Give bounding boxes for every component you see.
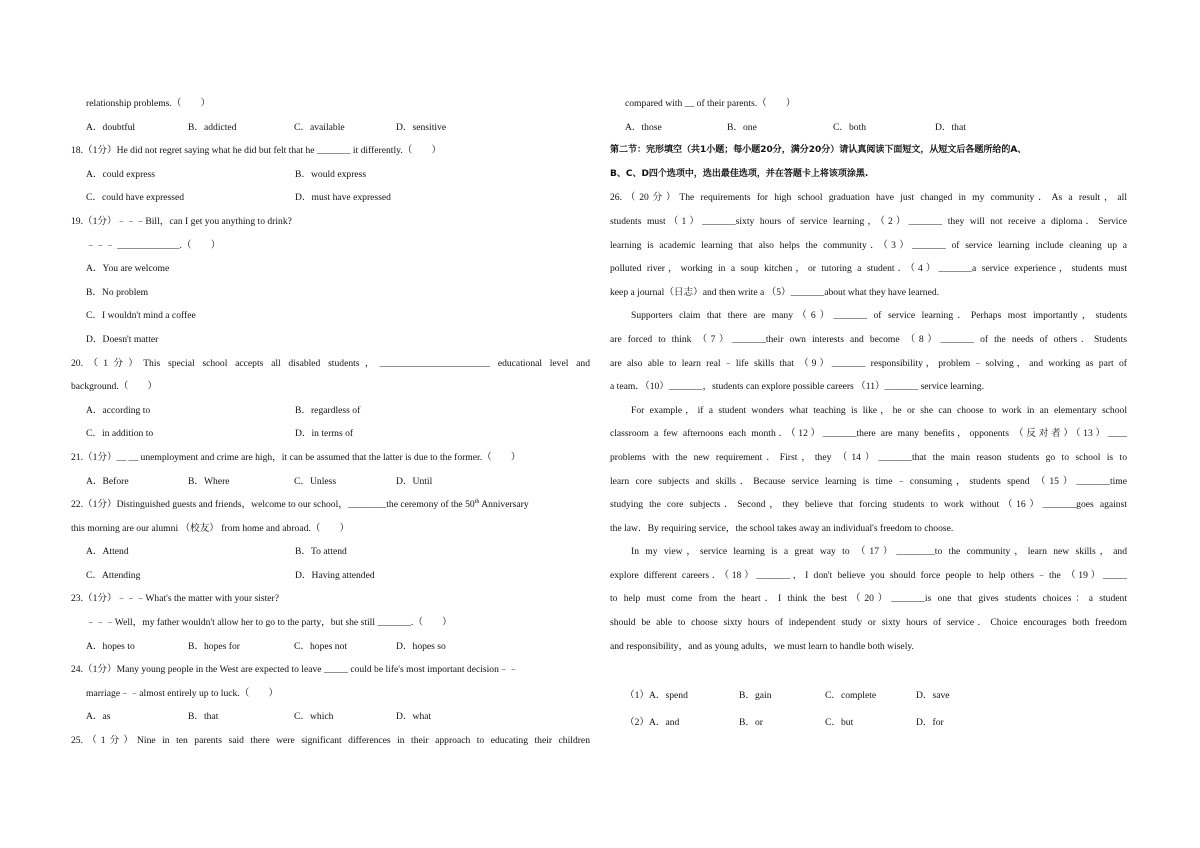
passage-line: studying the core subjects．Second，they believe that forcing students to work without（16）_______goes against xyxy=(610,499,1127,511)
option-c[interactable]: C．hopes not xyxy=(294,640,348,652)
question-22-stem-cont: this morning are our alumni （校友） from home and abroad.（ ） xyxy=(71,522,350,534)
option-c[interactable]: C．Attending xyxy=(86,569,141,581)
question-25-stem: 25.（1分）Nine in ten parents said there were significant differences in their approach to educating their children xyxy=(71,735,590,747)
question-22-options-row2 xyxy=(71,564,590,588)
option-b[interactable]: B．addicted xyxy=(188,121,237,133)
question-20-options-row2 xyxy=(71,422,590,446)
option-c[interactable]: C．complete xyxy=(825,690,877,702)
option-d[interactable]: D．must have expressed xyxy=(295,192,391,204)
option-b[interactable]: B．hopes for xyxy=(188,640,240,652)
question-22-stem-b: Anniversary xyxy=(479,499,529,511)
option-c[interactable]: C．available xyxy=(294,121,345,133)
question-18-stem: 18.（1分）He did not regret saying what he did but felt that he _______ it differently.（ ） xyxy=(71,145,442,157)
option-a[interactable]: A．Before xyxy=(86,475,129,487)
cloze-choices-1 xyxy=(610,684,1127,708)
passage-line: classroom a few afternoons each month．（12）_______there are many benefits，opponents （反对者）（13）____ xyxy=(610,428,1127,440)
option-b[interactable]: B．No problem xyxy=(86,286,149,298)
option-b[interactable]: B．one xyxy=(727,121,757,133)
question-23-stem: 23.（1分）﹣﹣﹣What's the matter with your sister? xyxy=(71,593,279,605)
option-c[interactable]: C．in addition to xyxy=(86,428,154,440)
passage-line: In my view，service learning is a great way to （17）________to the community，learn new skills，and xyxy=(631,546,1127,558)
option-c[interactable]: C．which xyxy=(294,711,334,723)
option-d[interactable]: D．that xyxy=(935,121,966,133)
option-b[interactable]: B．To attend xyxy=(295,546,347,558)
section-heading-cont: B、C、D四个选项中，选出最佳选项，并在答题卡上将该项涂黑. xyxy=(610,168,869,179)
option-a[interactable]: （1）A．spend xyxy=(625,690,688,702)
question-20-options-row1 xyxy=(71,399,590,423)
passage-line: learning is academic learning that also helps the community．（3）_______ of service learning include cleaning up a xyxy=(610,239,1127,251)
passage-line: students must（1）_______sixty hours of service learning，（2）_______ they will not receive a diploma．Service xyxy=(610,215,1127,227)
question-17-options xyxy=(71,116,590,140)
question-22-stem xyxy=(71,493,590,517)
ordinal-suffix: th xyxy=(474,498,480,505)
option-d[interactable]: D．Doesn't matter xyxy=(86,333,159,345)
passage-paragraph-2 xyxy=(610,304,1127,398)
passage-line: to help must come from the heart．I think the best（20）_______is one that gives students choices：a student xyxy=(610,593,1127,605)
question-17-tail: relationship problems.（ ） xyxy=(86,98,211,109)
left-column xyxy=(71,92,590,753)
option-c[interactable]: C．Unless xyxy=(294,475,337,487)
spacer xyxy=(610,658,1127,684)
option-d[interactable]: D．what xyxy=(396,711,432,723)
question-22-stem-a: 22.（1分）Distinguished guests and friends，welcome to our school，________the ceremony of the 50 xyxy=(71,499,475,511)
option-c[interactable]: C．could have expressed xyxy=(86,192,185,204)
option-d[interactable]: D．Until xyxy=(396,475,433,487)
question-18-options-row1 xyxy=(71,163,590,187)
option-d[interactable]: D．in terms of xyxy=(295,428,354,440)
question-24-stem: 24.（1分）Many young people in the West are expected to leave _____ could be life's most important decision﹣﹣ xyxy=(71,664,519,676)
option-a[interactable]: A．could express xyxy=(86,168,156,180)
question-19-dialogue: ﹣﹣﹣ _____________.（ ） xyxy=(86,239,221,251)
passage-line: 26.（20分）The requirements for high school graduation have just changed in my community．As a result，all xyxy=(610,192,1127,204)
option-c[interactable]: C．but xyxy=(825,716,854,728)
question-21-stem: 21.（1分）__ __ unemployment and crime are high，it can be assumed that the latter is due to the former.（ ） xyxy=(71,451,521,463)
passage-line: For example，if a student wonders what teaching is like，he or she can choose to work in an elementary school xyxy=(631,404,1127,416)
question-25-tail: compared with __ of their parents.（ ） xyxy=(625,98,796,109)
passage-line: explore different careers．（18）_______，I don't believe you should force people to help others﹣the （19）_____ xyxy=(610,569,1127,581)
option-b[interactable]: B．would express xyxy=(295,168,367,180)
passage-line: polluted river，working in a soup kitchen，or tutoring a student．（4）_______a service experience，students must xyxy=(610,263,1127,275)
option-a[interactable]: A．according to xyxy=(86,404,151,416)
question-25-options xyxy=(610,116,1127,140)
question-18-options-row2 xyxy=(71,186,590,210)
passage-paragraph-3 xyxy=(610,399,1127,541)
option-d[interactable]: D．sensitive xyxy=(396,121,447,133)
option-d[interactable]: D．Having attended xyxy=(295,569,375,581)
passage-line: Supporters claim that there are many（6）_______ of service learning．Perhaps most importantly，students xyxy=(631,310,1127,322)
option-d[interactable]: D．hopes so xyxy=(396,640,446,652)
option-b[interactable]: B．Where xyxy=(188,475,230,487)
option-d[interactable]: D．save xyxy=(916,690,950,702)
question-24-stem-cont: marriage﹣﹣almost entirely up to luck.（ ） xyxy=(86,687,279,699)
option-a[interactable]: A．hopes to xyxy=(86,640,135,652)
passage-line: and responsibility，and as young adults，we must learn to handle both wisely. xyxy=(610,640,914,652)
option-b[interactable]: B．gain xyxy=(739,690,772,702)
option-b[interactable]: B．regardless of xyxy=(295,404,361,416)
passage-paragraph-1 xyxy=(610,186,1127,304)
option-a[interactable]: A．Attend xyxy=(86,546,129,558)
question-24-options xyxy=(71,705,590,729)
passage-line: a team．（10）_______，students can explore possible careers （11）_______ service learning. xyxy=(610,381,984,393)
right-column xyxy=(610,92,1127,734)
option-a[interactable]: （2）A．and xyxy=(625,716,680,728)
passage-line: keep a journal（日志）and then write a （5）_______about what they have learned. xyxy=(610,286,940,298)
option-c[interactable]: C．I wouldn't mind a coffee xyxy=(86,310,196,322)
question-20-stem: 20.（1分）This special school accepts all disabled students，_______________________ educational level and xyxy=(71,357,590,369)
option-c[interactable]: C．both xyxy=(833,121,867,133)
option-a[interactable]: A．as xyxy=(86,711,111,723)
question-20-stem-cont: background.（ ） xyxy=(71,381,158,393)
question-21-options xyxy=(71,470,590,494)
passage-line: the law．By requiring service，the school takes away an individual's freedom to choose. xyxy=(610,522,954,534)
option-a[interactable]: A．You are welcome xyxy=(86,263,170,275)
cloze-choices-2 xyxy=(610,711,1127,735)
option-b[interactable]: B．or xyxy=(739,716,763,728)
question-22-options-row1 xyxy=(71,540,590,564)
passage-line: should be able to choose sixty hours of independent study or sixty hours of service．Choice encourages both freedom xyxy=(610,617,1127,629)
option-a[interactable]: A．those xyxy=(625,121,662,133)
question-19-stem: 19.（1分）﹣﹣﹣Bill，can I get you anything to drink? xyxy=(71,215,292,227)
option-a[interactable]: A．doubtful xyxy=(86,121,136,133)
question-23-options xyxy=(71,635,590,659)
question-23-dialogue: ﹣﹣﹣Well，my father wouldn't allow her to go to the party，but she still _______.（ ） xyxy=(86,617,452,629)
passage-line: learn core subjects and skills．Because service learning is time﹣consuming，students spend （15）_______time xyxy=(610,475,1127,487)
passage-line: are forced to think （7）_______their own interests and become （8）_______ of the needs of others．Students xyxy=(610,333,1127,345)
section-heading: 第二节：完形填空（共1小题；每小题20分，满分20分）请认真阅读下面短文，从短文后各题所给的A、 xyxy=(610,145,1027,156)
option-d[interactable]: D．for xyxy=(916,716,944,728)
passage-line: are also able to learn real﹣life skills that （9）_______ responsibility，problem﹣solving，and working as part of xyxy=(610,357,1127,369)
option-b[interactable]: B．that xyxy=(188,711,219,723)
passage-line: problems with the new requirement．First，they （14）_______that the main reason students go to school is to xyxy=(610,451,1127,463)
passage-paragraph-4 xyxy=(610,540,1127,658)
